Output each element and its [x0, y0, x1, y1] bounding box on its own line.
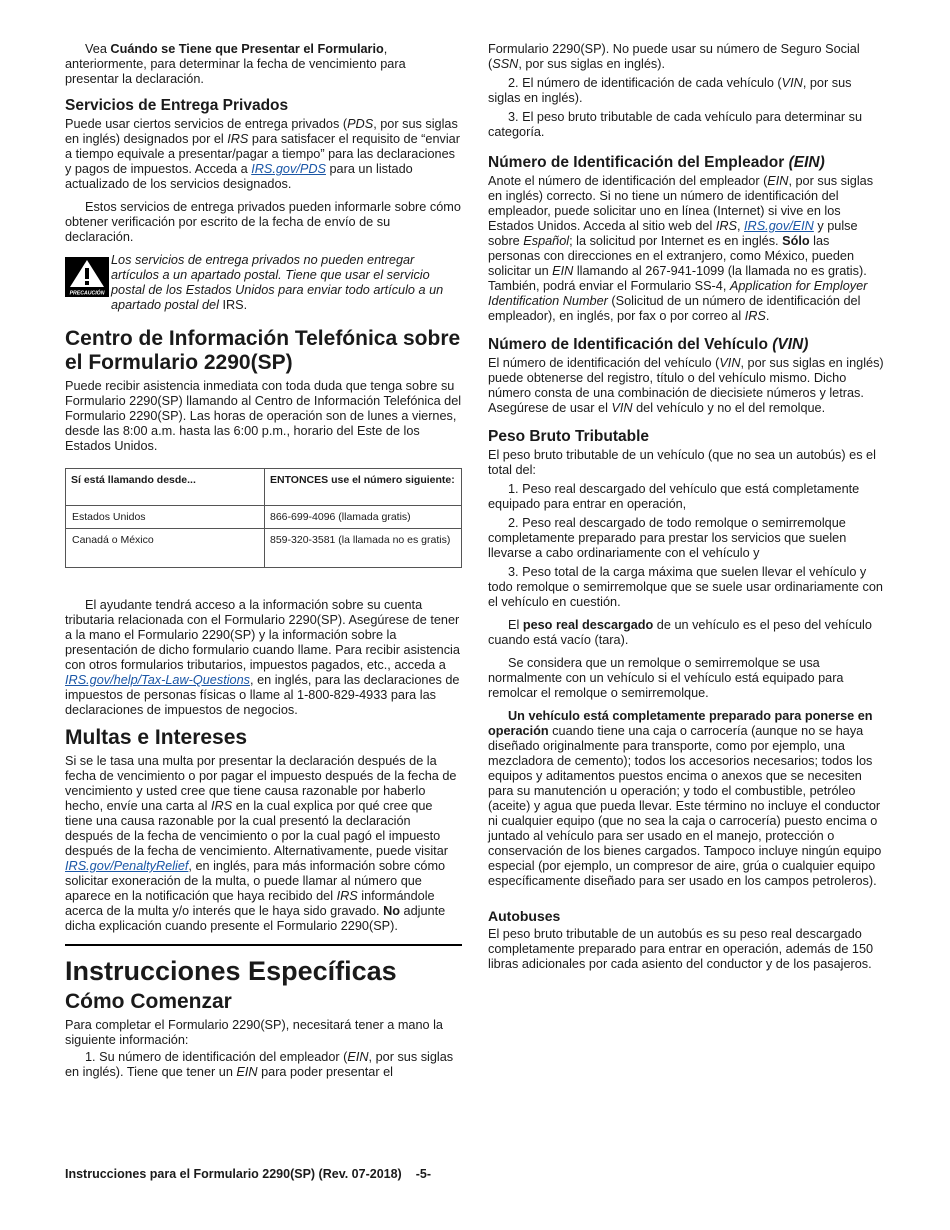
heading-specific-instructions: Instrucciones Específicas: [65, 956, 397, 986]
weight-paragraph: El peso bruto tributable de un vehículo (que no sea un autobús) es el total del:: [488, 448, 876, 477]
link-penalty-relief[interactable]: IRS.gov/PenaltyRelief: [65, 859, 189, 873]
assist-paragraph: El ayudante tendrá acceso a la información sobre su cuenta tributaria relacionada con el Formulario 2290(SP). Asegúrese de tener a la mano el Formulario 2290(SP) y la información sobre la presentación de dicho formulario cuando llame. Para recibir asistencia con otros formularios tributarios, impuestos pagados, etc., acceda a IRS.gov/help/Tax-Law-Questions, en inglés, para las declaraciones de impuestos de personas físicas o llame al 1-800-829-4933 para las declaraciones de impuestos de negocios.: [65, 598, 460, 717]
phone-paragraph: Puede recibir asistencia inmediata con toda duda que tenga sobre su Formulario 2290(SP) llamando al Centro de Información Telefónica del Formulario 2290(SP). Las horas de operación son de lunes a viernes, desde las 8:00 a.m. hasta las 6:00 p.m., horario del Este de los Estados Unidos.: [65, 379, 462, 453]
heading-ein: Número de Identificación del Empleador (EIN): [488, 154, 825, 171]
pds-paragraph: Puede usar ciertos servicios de entrega privados (PDS, por sus siglas en inglés) designados por el IRS para satisfacer el requisito de “enviar a tiempo equivale a presentar/pagar a tiempo” para las declaraciones y pagos de impuestos. Acceda a IRS.gov/PDS para un listado actualizado de los servicios designados.: [65, 117, 460, 191]
table-cell-from: Estados Unidos: [66, 506, 265, 529]
caution-icon: [65, 257, 109, 297]
start-paragraph: Para completar el Formulario 2290(SP), necesitará tener a mano la siguiente información:: [65, 1018, 443, 1047]
heading-taxable-weight: Peso Bruto Tributable: [488, 428, 650, 445]
tare-paragraph: El peso real descargado de un vehículo es el peso del vehículo cuando está vacío (tara).: [488, 618, 872, 647]
list-item: 2. El número de identificación de cada vehículo (VIN, por sus siglas en inglés).: [488, 76, 852, 105]
list-item: 1. Su número de identificación del empleador (EIN, por sus siglas en inglés). Tiene que tener un EIN para poder presentar el: [65, 1050, 454, 1079]
penalty-paragraph: Si se le tasa una multa por presentar la declaración después de la fecha de vencimiento o por pagar el impuesto después de la fecha de vencimiento y usted cree que tiene causa razonable por haberlo hecho, envíe una carta al IRS en la cual explica por qué cree que tiene una causa razonable por la cual presentó la declaración después de la fecha de vencimiento o por la cual pagó el impuesto después de la fecha de vencimiento. Alternativamente, puede visitar IRS.gov/PenaltyRelief, en inglés, para más información sobre cómo solicitar exoneración de la multa, o puede llamar al número que aparece en la notificación que haya recibido del IRS informándole acerca de la multa y/o interés que le haya sido gravado. No adjunte dicha explicación cuando presente el Formulario 2290(SP).: [65, 754, 457, 933]
caution-label: PRECAUCIÓN: [69, 290, 105, 297]
page-number: -5-: [415, 1167, 431, 1181]
page-footer: [65, 1167, 431, 1182]
heading-private-delivery: Servicios de Entrega Privados: [65, 97, 289, 114]
table-header-number: ENTONCES use el número siguiente:: [265, 469, 462, 506]
table-cell-number: 866-699-4096 (llamada gratis): [265, 506, 462, 529]
link-irs-pds[interactable]: IRS.gov/PDS: [251, 162, 326, 176]
link-irs-ein[interactable]: IRS.gov/EIN: [744, 219, 814, 233]
continued-paragraph: Formulario 2290(SP). No puede usar su número de Seguro Social (SSN, por sus siglas en inglés).: [488, 42, 860, 71]
section-divider: [65, 944, 462, 946]
trailer-paragraph: Se considera que un remolque o semirremolque se usa normalmente con un vehículo si el vehículo está equipado para remolcar el remolque o semirremolque.: [488, 656, 844, 700]
heading-penalties: Multas e Intereses: [65, 726, 248, 749]
bus-paragraph: El peso bruto tributable de un autobús es su peso real descargado completamente preparado para entrar en operación, además de 150 libras adicionales por cada asiento del conductor y de los pasajeros.: [488, 927, 874, 971]
phone-table: [65, 468, 462, 568]
table-cell-from: Canadá o México: [66, 529, 265, 568]
table-header-from: Sí está llamando desde...: [66, 469, 265, 506]
table-cell-number: 859-320-3581 (la llamada no es gratis): [265, 529, 462, 568]
list-item: 2. Peso real descargado de todo remolque o semirremolque completamente preparado para prestar los servicios que suelen llevarse a cabo ordinariamente con el vehículo y: [488, 516, 847, 560]
vin-paragraph: El número de identificación del vehículo (VIN, por sus siglas en inglés) puede obtenerse del registro, título o del vehículo mismo. Dicho número consta de una combinación de diecisiete números y letras. Asegúrese de usar el VIN del vehículo y no el del remolque.: [488, 356, 884, 415]
pds-paragraph-2: Estos servicios de entrega privados pueden informarle sobre cómo obtener verificación por escrito de la fecha de envío de su declaración.: [65, 200, 461, 244]
heading-vin: Número de Identificación del Vehículo (VIN): [488, 336, 809, 353]
due-date-paragraph: Vea Cuándo se Tiene que Presentar el Formulario, anteriormente, para determinar la fecha de vencimiento para presentar la declaración.: [65, 42, 406, 86]
list-item: 3. Peso total de la carga máxima que suelen llevar el vehículo y todo remolque o semirremolque que se suele usar ordinariamente con el vehículo en cuestión.: [488, 565, 883, 609]
list-item: 1. Peso real descargado del vehículo que está completamente equipado para entrar en operación,: [488, 482, 860, 511]
heading-phone-center: Centro de Información Telefónica sobre el Formulario 2290(SP): [65, 327, 461, 374]
heading-buses: Autobuses: [488, 908, 561, 924]
ein-paragraph: Anote el número de identificación del empleador (EIN, por sus siglas en inglés) correcto. Si no tiene un número de identificación del empleador, puede solicitar uno en línea (Internet) si vive en los Estados Unidos. Acceda al sitio web del IRS, IRS.gov/EIN y pulse sobre Español; la solicitud por Internet es en inglés. Sólo las personas con direcciones en el extranjero, como México, pueden solicitar un EIN llamando al 267-941-1099 (la llamada no es gratis). También, podrá enviar el Formulario SS-4, Application for Employer Identification Number (Solicitud de un número de identificación del empleador), en inglés, por fax o por correo al IRS.: [488, 174, 874, 323]
left-column: [65, 42, 462, 1088]
heading-getting-started: Cómo Comenzar: [65, 990, 232, 1013]
ready-paragraph: Un vehículo está completamente preparado para ponerse en operación cuando tiene una caja o carrocería (aunque no se haya diseñado originalmente para transporte, como por ejemplo, una mezcladora de cemento); todos los accesorios necesarios; todos los equipos y aditamentos puestos encima o anexos que se necesiten para su manutención u operación; y todo el combustible, petróleo (aceite) y agua que pueda llevar. Este término no incluye el conductor ni cualquier equipo (que no sea la caja o carrocería) puesto encima o juntado al vehículo para ser usado en el manejo, protección o conservación de los bienes cargados. Tampoco incluye ningún equipo especial (por ejemplo, un compresor de aire, grúa o cualquier equipo específicamente diseñado para ser usado en los campos petroleros).: [488, 709, 882, 888]
right-column: [488, 42, 885, 980]
link-tax-law-questions[interactable]: IRS.gov/help/Tax-Law-Questions: [65, 673, 251, 687]
table-row: [66, 506, 462, 529]
caution-note: PRECAUCIÓN Los servicios de entrega privados no pueden entregar artículos a un apartado postal. Tiene que usar el servicio postal de los Estados Unidos para enviar todo artículo a un apartado postal del IRS.: [65, 253, 462, 313]
table-row: [66, 529, 462, 568]
footer-title: Instrucciones para el Formulario 2290(SP) (Rev. 07-2018): [65, 1167, 402, 1181]
list-item: 3. El peso bruto tributable de cada vehículo para determinar su categoría.: [488, 110, 863, 139]
